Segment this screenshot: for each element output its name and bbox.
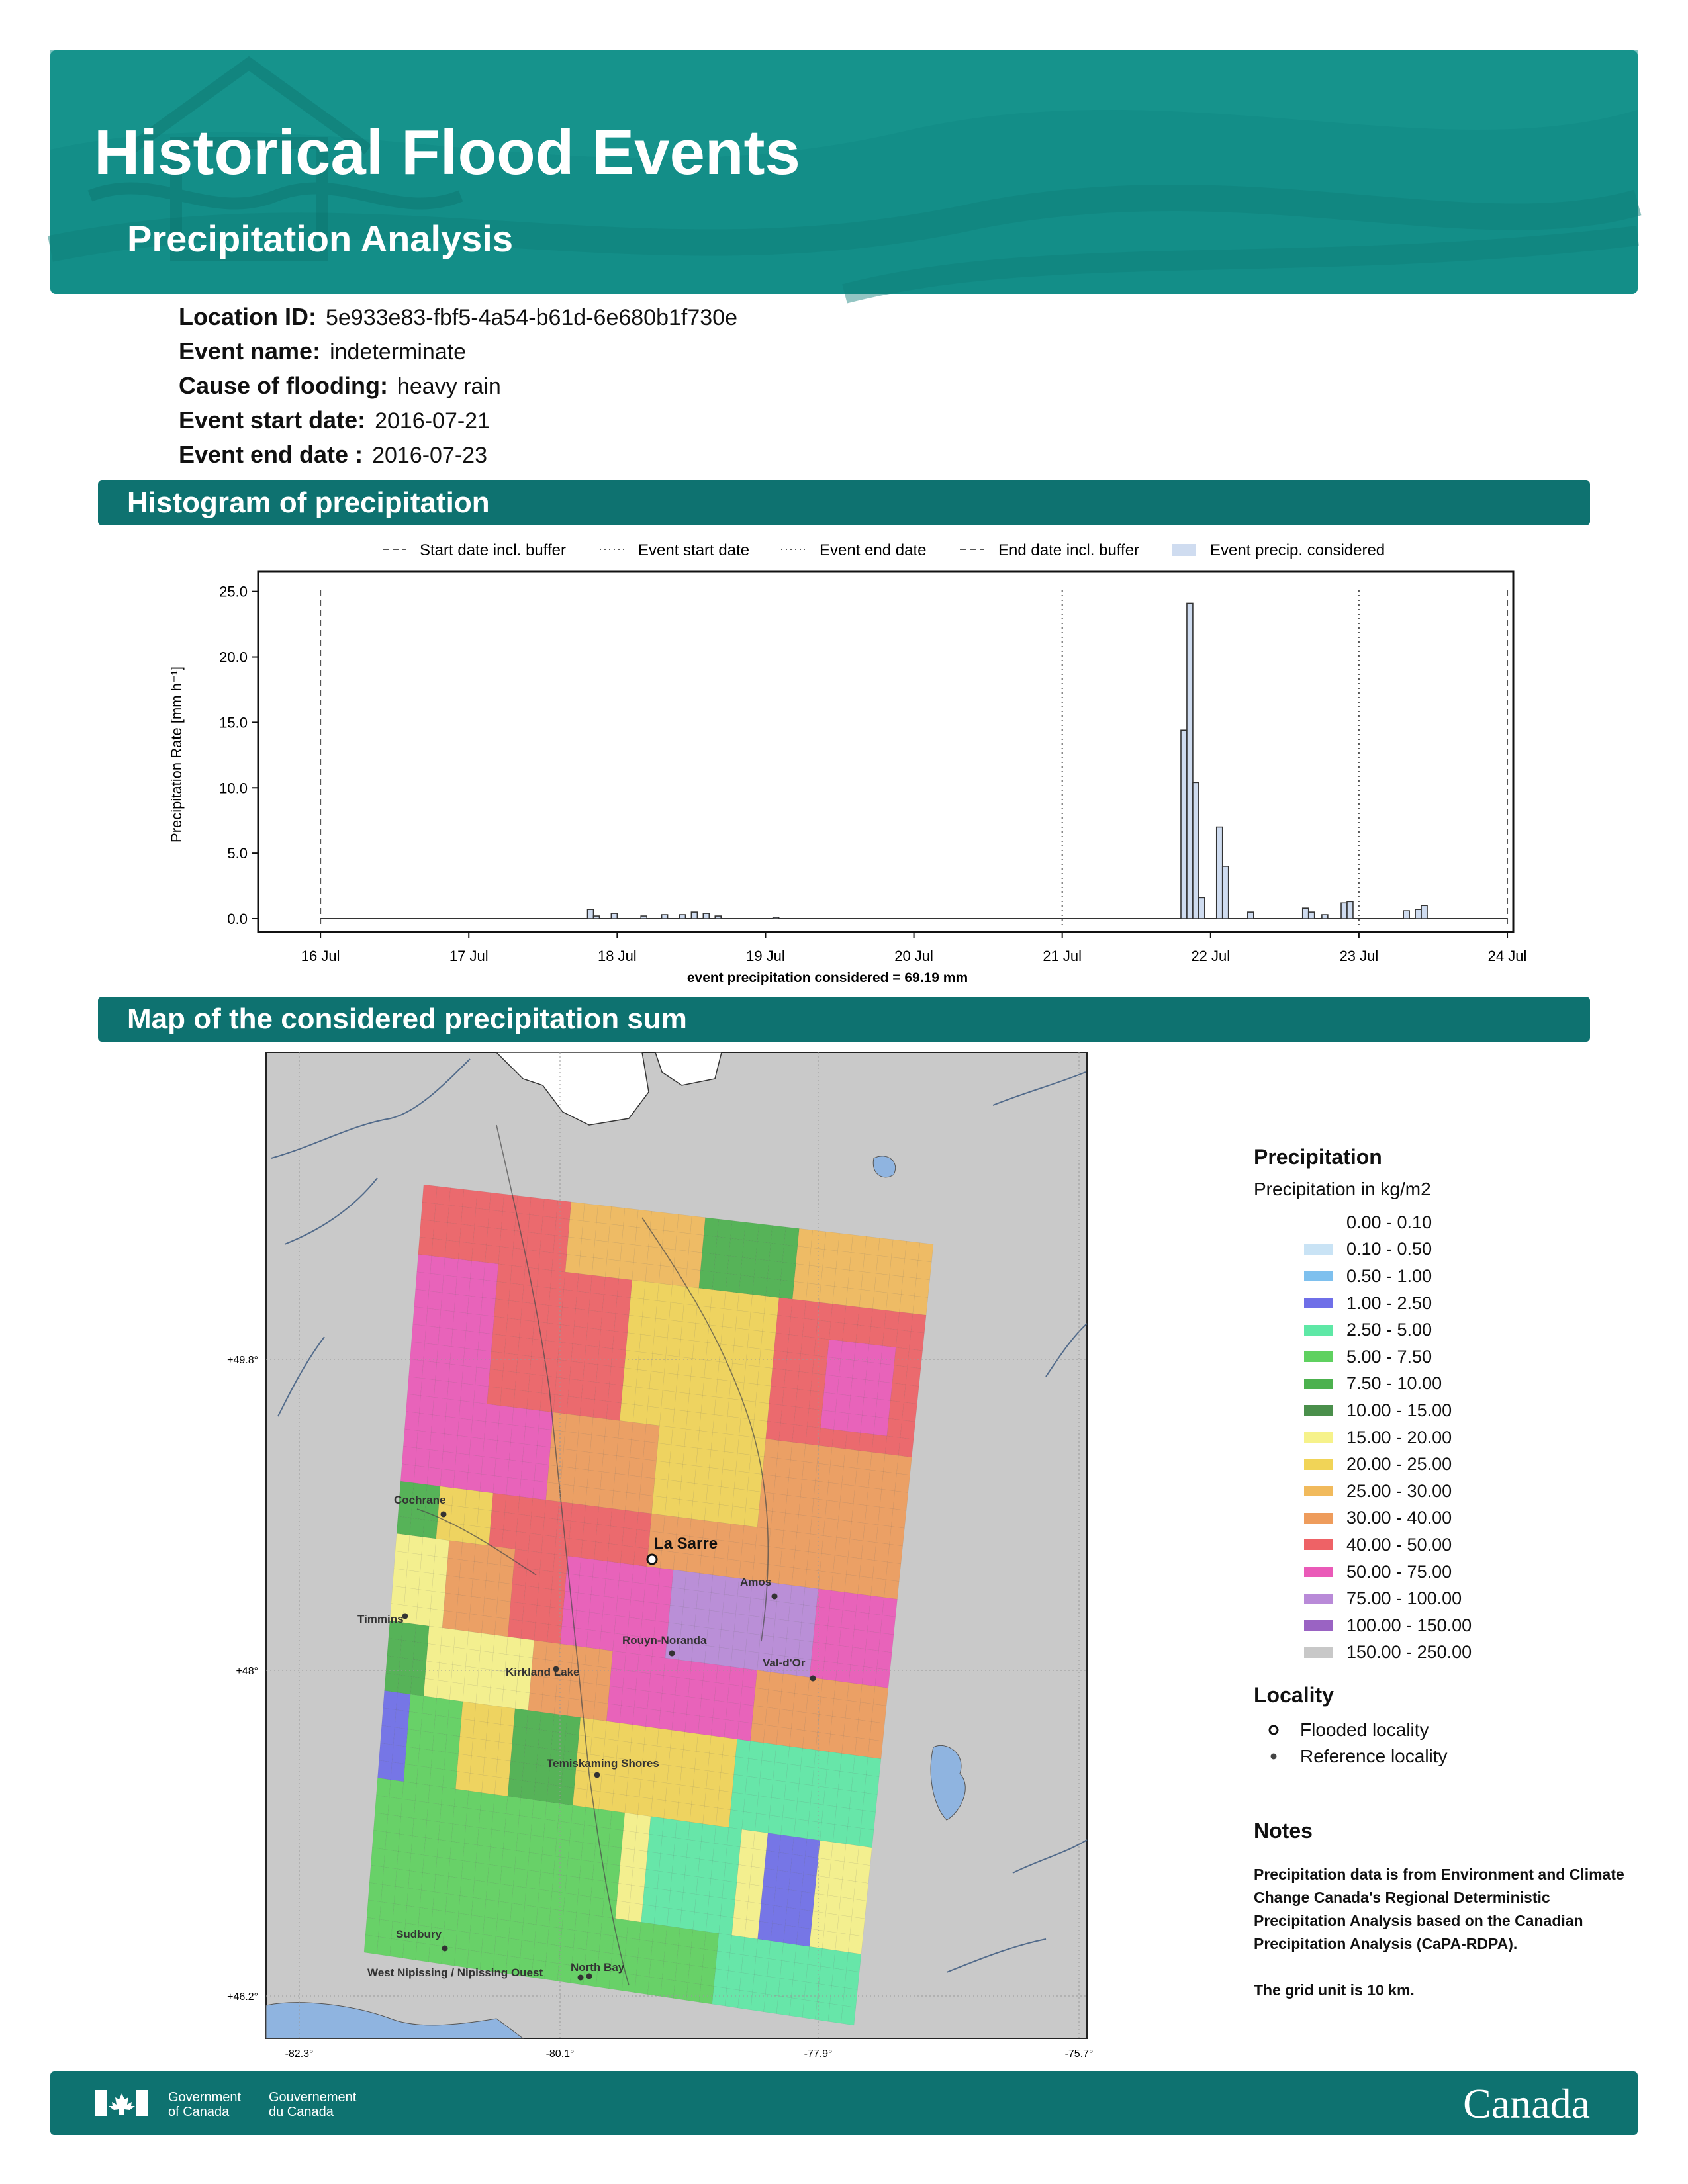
canada-flag-icon: [95, 2090, 148, 2116]
legend-class: [1254, 1424, 1624, 1451]
flooded-marker-icon: [1267, 1725, 1280, 1735]
lon-tick-label: -80.1°: [545, 2048, 575, 2060]
end-date-label: Event end date :: [179, 441, 363, 468]
end-date-row: [179, 441, 737, 475]
legend-class-label: 2.50 - 5.00: [1346, 1320, 1432, 1340]
legend-class: [1254, 1316, 1624, 1343]
locality-dot: [586, 1974, 592, 1979]
legend-swatch: [1304, 1271, 1333, 1281]
legend-swatch: [1304, 1244, 1333, 1255]
locality-dot: [772, 1594, 778, 1600]
legend-swatch: [1304, 1513, 1333, 1524]
legend-class-label: 75.00 - 100.00: [1346, 1588, 1462, 1609]
locality-label: Amos: [740, 1576, 772, 1588]
legend-class-label: 15.00 - 20.00: [1346, 1427, 1452, 1447]
precip-bar: [1403, 911, 1409, 919]
x-tick-label: 19 Jul: [746, 948, 785, 964]
legend-classes: [1254, 1209, 1624, 1666]
x-tick-label: 22 Jul: [1191, 948, 1231, 964]
legend-class: [1254, 1559, 1624, 1586]
locality-label: North Bay: [571, 1961, 625, 1974]
legend-class-label: 150.00 - 250.00: [1346, 1642, 1472, 1662]
locality-dot: [442, 1946, 448, 1952]
precip-bar: [588, 909, 594, 919]
legend-class: [1254, 1451, 1624, 1478]
reference-locality-item: [1254, 1743, 1624, 1770]
precip-bar: [1181, 730, 1187, 919]
event-precip-annotation: event precipitation considered = 69.19 mm: [686, 970, 968, 985]
precip-bar: [1322, 915, 1328, 919]
histogram-section-bar: Histogram of precipitation: [98, 480, 1590, 525]
x-tick-label: 23 Jul: [1339, 948, 1379, 964]
precipitation-histogram: [165, 529, 1527, 993]
plot-frame: [258, 572, 1513, 932]
legend-class-label: 100.00 - 150.00: [1346, 1615, 1472, 1635]
page-subtitle: Precipitation Analysis: [127, 218, 513, 259]
locality-label: Sudbury: [396, 1928, 442, 1940]
legend-considered: Event precip. considered: [1210, 541, 1385, 559]
y-axis: [219, 584, 258, 927]
notes: [1254, 1819, 1624, 2002]
y-tick-label: 5.0: [227, 845, 248, 862]
precip-bar: [593, 916, 599, 919]
flooded-locality-marker: [647, 1555, 657, 1564]
location-id-row: [179, 303, 737, 338]
location-id-label: Location ID:: [179, 303, 316, 330]
legend-class: [1254, 1397, 1624, 1424]
flooded-locality-label: Flooded locality: [1300, 1719, 1429, 1741]
legend-event-start: Event start date: [638, 541, 750, 559]
legend-class-label: 25.00 - 30.00: [1346, 1480, 1452, 1501]
precip-bar: [1199, 897, 1205, 919]
legend-end-buffer: End date incl. buffer: [998, 541, 1140, 559]
legend-swatch: [1304, 1325, 1333, 1336]
legend-class: [1254, 1371, 1624, 1398]
legend-class: [1254, 1531, 1624, 1559]
y-tick-label: 20.0: [219, 649, 248, 666]
precip-bar: [703, 913, 709, 919]
legend-event-end: Event end date: [820, 541, 927, 559]
y-axis-label: Precipitation Rate [mm h⁻¹]: [168, 666, 185, 842]
locality-dot: [578, 1975, 584, 1981]
legend-class-label: 0.10 - 0.50: [1346, 1239, 1432, 1259]
end-date-value: 2016-07-23: [372, 443, 487, 468]
event-name-row: [179, 338, 737, 372]
legend-start-buffer: Start date incl. buffer: [420, 541, 567, 559]
legend-class-label: 40.00 - 50.00: [1346, 1534, 1452, 1555]
legend-class: [1254, 1236, 1624, 1263]
x-axis: [301, 932, 1527, 964]
start-date-value: 2016-07-21: [375, 408, 490, 433]
gov-fr: [269, 2090, 356, 2119]
x-tick-label: 21 Jul: [1043, 948, 1082, 964]
lat-tick-label: +49.8°: [227, 1355, 258, 1366]
legend-class: [1254, 1209, 1624, 1236]
precip-bar: [1187, 603, 1193, 919]
event-info: [179, 303, 737, 475]
precip-bar: [1303, 908, 1309, 919]
cause-row: [179, 372, 737, 406]
legend-class: [1254, 1478, 1624, 1505]
legend-swatch: [1304, 1539, 1333, 1550]
lat-tick-label: +48°: [236, 1666, 258, 1677]
page-footer: [50, 2071, 1638, 2135]
precip-bar: [1421, 905, 1427, 919]
legend-class-label: 20.00 - 25.00: [1346, 1454, 1452, 1475]
precip-bar: [1248, 912, 1254, 919]
legend-swatch: [1304, 1432, 1333, 1443]
locality-label: West Nipissing / Nipissing Ouest: [367, 1966, 543, 1979]
cause-value: heavy rain: [397, 374, 501, 399]
legend-swatch: [1304, 1647, 1333, 1658]
locality-label: Kirkland Lake: [506, 1666, 580, 1678]
precip-bar: [773, 917, 779, 919]
precip-bar: [1223, 866, 1229, 919]
precip-bar: [691, 912, 697, 919]
legend-subtitle: Precipitation in kg/m2: [1254, 1179, 1431, 1199]
precip-bar: [1193, 782, 1199, 919]
legend-class-label: 0.50 - 1.00: [1346, 1265, 1432, 1286]
start-date-row: [179, 406, 737, 441]
legend-class: [1254, 1263, 1624, 1290]
x-tick-label: 17 Jul: [449, 948, 489, 964]
event-name-label: Event name:: [179, 338, 321, 365]
y-tick-label: 10.0: [219, 780, 248, 797]
page-title: Historical Flood Events: [94, 117, 800, 188]
legend-swatch: [1304, 1379, 1333, 1389]
gov-en-line2: of Canada: [168, 2105, 230, 2119]
lon-tick-label: -82.3°: [285, 2048, 314, 2060]
locality-dot: [441, 1512, 447, 1518]
lon-tick-label: -75.7°: [1064, 2048, 1094, 2060]
locality-label: Rouyn-Noranda: [622, 1634, 707, 1647]
page-header: [50, 50, 1638, 294]
y-tick-label: 15.0: [219, 714, 248, 731]
map-legend: [1254, 1145, 1624, 1770]
notes-title: Notes: [1254, 1819, 1313, 1843]
precip-bar: [662, 915, 668, 919]
legend-class-label: 30.00 - 40.00: [1346, 1508, 1452, 1528]
legend-class: [1254, 1505, 1624, 1532]
precip-bar: [611, 913, 617, 919]
locality-dot: [594, 1772, 600, 1778]
legend-swatch: [1304, 1405, 1333, 1416]
gov-fr-line1: Gouvernement: [269, 2090, 357, 2105]
x-tick-label: 20 Jul: [894, 948, 933, 964]
locality-label: Timmins: [357, 1613, 404, 1625]
canada-wordmark: Canada: [1463, 2080, 1590, 2127]
locality-dot: [669, 1651, 675, 1657]
event-name-value: indeterminate: [330, 340, 467, 365]
map-section-bar: Map of the considered precipitation sum: [98, 997, 1590, 1042]
legend-swatch: [1304, 1459, 1333, 1470]
locality-dot: [810, 1676, 816, 1682]
legend-class: [1254, 1639, 1624, 1666]
legend-class-label: 50.00 - 75.00: [1346, 1561, 1452, 1582]
lon-tick-label: -77.9°: [804, 2048, 833, 2060]
precip-bar: [1347, 901, 1353, 919]
x-tick-label: 24 Jul: [1487, 948, 1527, 964]
lat-tick-label: +46.2°: [227, 1991, 258, 2003]
locality-label: Val-d'Or: [763, 1657, 806, 1669]
reference-locality-label: Reference locality: [1300, 1746, 1448, 1767]
location-id-value: 5e933e83-fbf5-4a54-b61d-6e680b1f730e: [325, 305, 737, 330]
legend-class: [1254, 1612, 1624, 1639]
legend-class-label: 0.00 - 0.10: [1346, 1212, 1432, 1232]
legend-class: [1254, 1585, 1624, 1612]
legend-swatch: [1304, 1351, 1333, 1362]
gov-fr-line2: du Canada: [269, 2105, 334, 2119]
cause-label: Cause of flooding:: [179, 372, 388, 399]
flooded-locality-label: La Sarre: [654, 1535, 718, 1553]
precip-bar: [1415, 909, 1421, 919]
reference-marker-icon: [1267, 1752, 1280, 1760]
precip-bar: [1217, 827, 1223, 919]
precip-grid: [364, 1185, 933, 2025]
legend-class-label: 5.00 - 7.50: [1346, 1346, 1432, 1367]
locality-label: Cochrane: [394, 1494, 446, 1506]
locality-title: Locality: [1254, 1683, 1334, 1707]
legend-swatch: [1304, 1298, 1333, 1308]
x-tick-label: 16 Jul: [301, 948, 340, 964]
notes-text-grid: The grid unit is 10 km.: [1254, 1981, 1415, 1999]
locality-label: Temiskaming Shores: [547, 1757, 659, 1770]
precipitation-map: [218, 1046, 1105, 2060]
legend-swatch: [1304, 1620, 1333, 1631]
start-date-label: Event start date:: [179, 406, 366, 433]
legend-swatch: [1304, 1217, 1333, 1228]
legend-class: [1254, 1343, 1624, 1371]
precip-bar: [641, 916, 647, 919]
x-tick-label: 18 Jul: [597, 948, 637, 964]
legend-class-label: 1.00 - 2.50: [1346, 1293, 1432, 1313]
y-tick-label: 25.0: [219, 583, 248, 600]
legend-class: [1254, 1290, 1624, 1317]
legend-swatch: [1304, 1594, 1333, 1604]
precip-bar: [1309, 912, 1315, 919]
chart-legend: [383, 541, 1385, 559]
gov-en: [168, 2090, 241, 2119]
precip-bar: [715, 916, 721, 919]
precip-bar: [679, 915, 685, 919]
legend-swatch: [1304, 1486, 1333, 1496]
y-tick-label: 0.0: [227, 911, 248, 927]
legend-considered-swatch: [1172, 544, 1196, 556]
legend-class-label: 10.00 - 15.00: [1346, 1400, 1452, 1420]
flooded-locality-item: [1254, 1717, 1624, 1743]
gov-en-line1: Government: [168, 2090, 242, 2105]
precip-bar: [1341, 903, 1347, 919]
legend-title: Precipitation: [1254, 1145, 1382, 1169]
legend-class-label: 7.50 - 10.00: [1346, 1373, 1442, 1394]
legend-swatch: [1304, 1567, 1333, 1577]
notes-text-source: Precipitation data is from Environment and Climate Change Canada's Regional Deterministic Precipitation Analysis based on the Canadian Precipitation Analysis (CaPA-RDPA).: [1254, 1866, 1624, 1952]
